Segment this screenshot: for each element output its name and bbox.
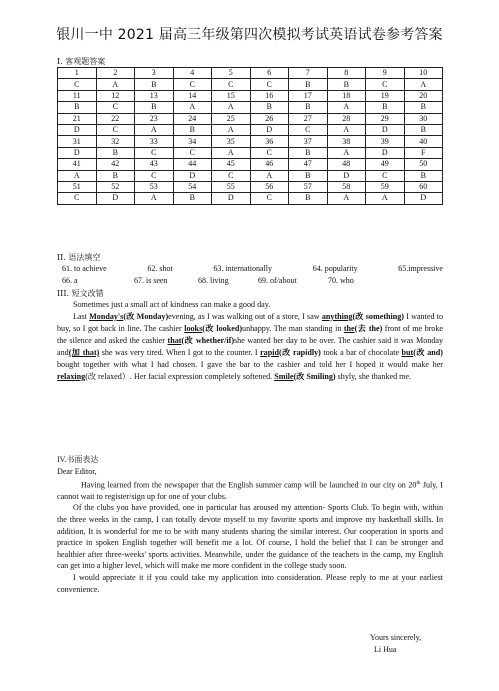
answer-cell: B [96, 147, 135, 158]
answer-cell: A [327, 102, 366, 113]
text: she wanted her day to be over. The cashier said it was Monday and [57, 336, 444, 357]
question-number-cell: 53 [135, 181, 174, 192]
question-number-cell: 39 [366, 136, 405, 147]
question-number-cell: 12 [96, 90, 135, 101]
essay-paragraph-1 [57, 478, 443, 503]
question-number-cell: 21 [58, 113, 97, 124]
error-word: but [401, 348, 414, 357]
answer-cell: A [212, 147, 251, 158]
text: she was very tired. When I got to the counter. I [99, 348, 261, 357]
question-number-cell: 17 [289, 90, 328, 101]
question-number-cell: 44 [173, 159, 212, 170]
grammar-answer: 64. popularity [312, 264, 358, 273]
correction-mark: (改 Monday) [123, 312, 169, 321]
answer-cell: D [404, 193, 443, 204]
text: I wanted to buy, so I got back in line. The cashier [57, 312, 443, 333]
section-writing-heading: IV.书面表达 [57, 455, 99, 464]
question-number-cell: 32 [96, 136, 135, 147]
grammar-answer: 70. who [328, 276, 354, 285]
text: shyly, she thanked me. [335, 372, 412, 381]
text: unhappy. The man standing in [242, 324, 344, 333]
answer-cell: C [366, 79, 405, 90]
answer-cell: B [289, 102, 328, 113]
question-number-cell: 4 [173, 68, 212, 79]
question-number-row [58, 113, 443, 124]
correction-mark: (去 the) [354, 324, 383, 333]
question-number-cell: 23 [135, 113, 174, 124]
answer-cell: B [327, 79, 366, 90]
section-correction-heading: III. 短文改错 [57, 289, 104, 298]
question-number-cell: 25 [212, 113, 251, 124]
answer-cell: A [366, 193, 405, 204]
answer-cell: C [212, 170, 251, 181]
question-number-cell: 59 [366, 181, 405, 192]
essay-paragraph-3: I would appreciate it if you could take my application into consideration. Please reply to me at your earliest convenience. [57, 573, 443, 594]
text: bought together with what I had chosen. I gave the bar to the cashier and told her I hoped it would make her [57, 360, 443, 369]
answer-cell: C [250, 147, 289, 158]
text: July, I cannot wait to register/sign up for one of your clubs. [57, 480, 443, 501]
question-number-row [58, 90, 443, 101]
answer-cell: B [173, 193, 212, 204]
answer-cell: A [212, 102, 251, 113]
correction-mark: (改 something) [352, 312, 405, 321]
error-word: Smile [274, 372, 294, 381]
answer-cell: B [135, 102, 174, 113]
grammar-answer: 63. internationally [213, 264, 273, 273]
question-number-cell: 43 [135, 159, 174, 170]
question-number-cell: 37 [289, 136, 328, 147]
answer-cell: B [173, 124, 212, 135]
grammar-answer: 65.impressive [398, 264, 443, 273]
answer-cell: B [289, 147, 328, 158]
answer-cell: A [327, 124, 366, 135]
question-number-cell: 19 [366, 90, 405, 101]
essay-paragraph-2: Of the clubs you have provided, one in particular has aroused my attention- Sports Club. To begin with, within the three weeks in the camp, I can totally devote myself to my favorite sports and improve my basketball skills. In addition, It is wonderful for me to be with many students sharing the similar interest. Our cooperation in sports and practice in spoken English together will benefit me a lot. Of course, I hold the belief that I can be stronger and healthier after three-weeks' sports activities. Meanwhile, under the guidance of the teachers in the camp, my English can get into a higher level, which will make me more confident in the college study soon. [57, 503, 443, 571]
text: Having learned from the newspaper that the English summer camp will be launched in our city on 20 [81, 480, 417, 490]
question-number-cell: 40 [404, 136, 443, 147]
question-number-cell: 51 [58, 181, 97, 192]
answer-cell: B [135, 79, 174, 90]
question-number-cell: 16 [250, 90, 289, 101]
error-word: Monday's [89, 312, 124, 321]
answer-cell: D [327, 170, 366, 181]
answer-cell: A [135, 124, 174, 135]
error-word: rapid [260, 348, 279, 357]
correction-line-1: Sometimes just a small act of kindness can make a good day. [73, 300, 271, 309]
question-number-cell: 27 [289, 113, 328, 124]
answer-cell: C [250, 193, 289, 204]
essay-signature: Li Hua [374, 645, 397, 654]
grammar-answer: 62. shot [147, 264, 173, 273]
answer-cell: A [404, 79, 443, 90]
answer-cell: D [173, 170, 212, 181]
question-number-cell: 20 [404, 90, 443, 101]
answer-cell: B [96, 170, 135, 181]
error-word: looks [184, 324, 203, 333]
answer-cell: C [135, 170, 174, 181]
answer-cell: D [58, 124, 97, 135]
answer-cell: A [58, 170, 97, 181]
correction-mark: (改 Smiling) [293, 372, 336, 381]
question-number-cell: 48 [327, 159, 366, 170]
answer-cell: C [212, 79, 251, 90]
answer-row [58, 147, 443, 158]
answer-cell: F [404, 147, 443, 158]
error-word: that [167, 336, 182, 345]
question-number-cell: 11 [58, 90, 97, 101]
question-number-cell: 47 [289, 159, 328, 170]
answer-row [58, 102, 443, 113]
page-title: 银川一中 2021 届高三年级第四次模拟考试英语试卷参考答案 [56, 27, 443, 43]
answer-cell: C [96, 102, 135, 113]
answer-cell: D [212, 193, 251, 204]
question-number-cell: 15 [212, 90, 251, 101]
question-number-cell: 18 [327, 90, 366, 101]
answer-table [57, 67, 443, 205]
text: took a bar of chocolate [320, 348, 402, 357]
question-number-cell: 45 [212, 159, 251, 170]
correction-mark: (改 looked) [202, 324, 243, 333]
answer-cell: D [58, 147, 97, 158]
question-number-cell: 7 [289, 68, 328, 79]
question-number-cell: 5 [212, 68, 251, 79]
answer-cell: D [366, 124, 405, 135]
question-number-row [58, 68, 443, 79]
question-number-cell: 30 [404, 113, 443, 124]
question-number-cell: 42 [96, 159, 135, 170]
answer-cell: B [366, 102, 405, 113]
question-number-cell: 55 [212, 181, 251, 192]
question-number-cell: 8 [327, 68, 366, 79]
question-number-cell: 33 [135, 136, 174, 147]
question-number-cell: 34 [173, 136, 212, 147]
answer-cell: C [366, 170, 405, 181]
correction-paragraph [57, 311, 443, 383]
question-number-cell: 46 [250, 159, 289, 170]
correction-mark: (改 rapidly) [278, 348, 321, 357]
answer-cell: D [96, 193, 135, 204]
essay [57, 466, 443, 595]
question-number-cell: 60 [404, 181, 443, 192]
question-number-cell: 29 [366, 113, 405, 124]
question-number-cell: 58 [327, 181, 366, 192]
correction-mark: (改 and) [413, 348, 444, 357]
answer-cell: B [404, 124, 443, 135]
question-number-cell: 54 [173, 181, 212, 192]
answer-cell: A [327, 147, 366, 158]
question-number-row [58, 159, 443, 170]
answer-cell: A [250, 170, 289, 181]
grammar-answer: 66. a [62, 276, 78, 285]
correction-passage [57, 299, 443, 383]
section-objective-heading: I. 客观题答案 [57, 57, 106, 66]
question-number-cell: 13 [135, 90, 174, 101]
answer-cell: A [96, 79, 135, 90]
question-number-cell: 35 [212, 136, 251, 147]
answer-cell: C [96, 124, 135, 135]
question-number-cell: 3 [135, 68, 174, 79]
answer-cell: A [135, 193, 174, 204]
grammar-answer: 67. is seen [134, 276, 168, 285]
question-number-cell: 28 [327, 113, 366, 124]
answer-row [58, 79, 443, 90]
question-number-cell: 14 [173, 90, 212, 101]
answer-cell: B [404, 102, 443, 113]
error-word: anything [321, 312, 353, 321]
grammar-answer: 61. to achieve [62, 264, 107, 273]
answer-cell: C [173, 147, 212, 158]
question-number-cell: 41 [58, 159, 97, 170]
grammar-answers-row-2 [62, 275, 443, 286]
answer-cell: D [250, 124, 289, 135]
question-number-cell: 31 [58, 136, 97, 147]
answer-row [58, 193, 443, 204]
question-number-row [58, 136, 443, 147]
grammar-answer: 68. living [198, 276, 229, 285]
error-word: relaxing [57, 372, 86, 381]
question-number-cell: 50 [404, 159, 443, 170]
answer-cell: B [289, 79, 328, 90]
question-number-cell: 26 [250, 113, 289, 124]
grammar-answer: 69. of/about [258, 276, 297, 285]
answer-cell: C [58, 79, 97, 90]
grammar-answers-row-1 [62, 263, 443, 274]
question-number-cell: 49 [366, 159, 405, 170]
answer-cell: C [135, 147, 174, 158]
answer-cell: B [58, 102, 97, 113]
answer-row [58, 124, 443, 135]
text: Last [73, 312, 90, 321]
answer-cell: A [173, 102, 212, 113]
question-number-cell: 1 [58, 68, 97, 79]
question-number-cell: 22 [96, 113, 135, 124]
answer-row [58, 170, 443, 181]
answer-cell: B [404, 170, 443, 181]
correction-mark: (加 that) [68, 348, 100, 357]
answer-cell: C [289, 124, 328, 135]
question-number-cell: 56 [250, 181, 289, 192]
question-number-cell: 10 [404, 68, 443, 79]
answer-cell: B [289, 193, 328, 204]
question-number-cell: 6 [250, 68, 289, 79]
text: . Her facial expression completely softened. [129, 372, 275, 381]
correction-mark: (改 relaxed） [85, 372, 130, 381]
question-number-cell: 24 [173, 113, 212, 124]
question-number-cell: 2 [96, 68, 135, 79]
question-number-cell: 36 [250, 136, 289, 147]
answer-cell: B [289, 170, 328, 181]
answer-cell: C [173, 79, 212, 90]
question-number-cell: 52 [96, 181, 135, 192]
answer-cell: C [58, 193, 97, 204]
answer-cell: C [250, 79, 289, 90]
essay-greeting: Dear Editor, [57, 467, 97, 476]
error-word: the [343, 324, 355, 333]
text: evening, as I was walking out of a store, I saw [168, 312, 322, 321]
essay-closing: Yours sincerely, [370, 633, 422, 642]
answer-cell: D [366, 147, 405, 158]
superscript: th [416, 480, 421, 486]
correction-mark: (改 whether/if) [181, 336, 235, 345]
question-number-cell: 9 [366, 68, 405, 79]
text: front of me broke the silence and asked the cashier [57, 324, 443, 345]
question-number-row [58, 181, 443, 192]
question-number-cell: 38 [327, 136, 366, 147]
answer-cell: A [327, 193, 366, 204]
section-grammar-heading: II. 语法填空 [57, 253, 101, 262]
answer-cell: A [212, 124, 251, 135]
question-number-cell: 57 [289, 181, 328, 192]
answer-cell: B [250, 102, 289, 113]
